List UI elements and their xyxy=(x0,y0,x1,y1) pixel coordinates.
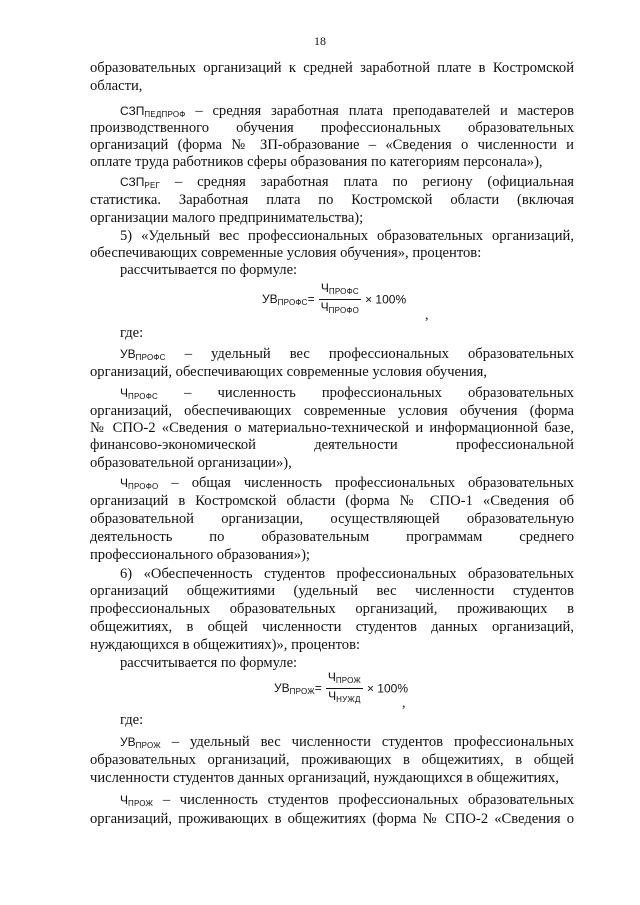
text-line: 6) «Обеспеченность студентов профессиональных образовательных xyxy=(120,566,574,582)
text-line: организаций, проживающих в общежитиях (форма № СПО-2 «Сведения о xyxy=(90,811,574,827)
text-line: образовательных организаций, проживающих в общежитиях, в общей xyxy=(90,752,574,768)
text-line: оплате труда работников сферы образования по категориям персонала»), xyxy=(90,154,543,170)
text-line: обеспечивающих современные условия обучения», процентов: xyxy=(90,245,482,261)
text-line: численности студентов данных организаций, нуждающихся в общежитиях, xyxy=(90,770,559,786)
page-number: 18 xyxy=(314,34,326,48)
definition-szp-reg: $СЗП_{РЕГ}$ – средняя заработная плата по региону (официальная xyxy=(120,174,574,190)
text-line: 5) «Удельный вес профессиональных образовательных организаций, xyxy=(120,228,574,244)
fraction: $\frac{Ч_{ПРОЖ}}{Ч_{НУЖД}}$ xyxy=(327,670,361,704)
definition-ch-profs: $Ч_{ПРОФС}$ – численность профессиональных образовательных xyxy=(120,385,574,401)
text-line: организаций общежитиями (удельный вес численности студентов xyxy=(90,583,574,599)
text-line: рассчитывается по формуле: xyxy=(120,655,298,671)
text-line: образовательной организации»), xyxy=(90,455,292,471)
formula-comma: , xyxy=(402,696,406,711)
text-line: общежитиях, в общей численности студентов данных организаций, xyxy=(90,619,574,635)
text-line: где: xyxy=(120,712,144,728)
symbol: $СЗП_{РЕГ}$ xyxy=(120,175,161,190)
text-line: области, xyxy=(90,78,143,94)
definition-ch-proj: $Ч_{ПРОЖ}$ – численность студентов профессиональных образовательных xyxy=(120,792,574,808)
symbol: $Ч_{ПРОЖ}$ xyxy=(120,793,154,808)
text-line: № СПО-2 «Сведения о материально-технической и информационной базе, xyxy=(90,420,574,436)
symbol: $СЗП_{ПЕДПРОФ}$ xyxy=(120,104,186,119)
symbol: $УВ_{ПРОФС}$ xyxy=(120,347,166,362)
formula-uv-profs: $УВ_{ПРОФС}=$ $\frac{Ч_{ПРОФС}}{Ч_{ПРОФО}}$ × 100% xyxy=(262,281,406,318)
text-line: организации малого предпринимательства); xyxy=(90,210,364,226)
definition-uv-proj: $УВ_{ПРОЖ}$ – удельный вес численности студентов профессиональных xyxy=(120,734,574,750)
text-line: производственного обучения профессиональных образовательных xyxy=(90,120,574,136)
text-line: организаций, обеспечивающих современные условия обучения (форма xyxy=(90,403,574,419)
text-line: рассчитывается по формуле: xyxy=(120,262,298,278)
text-line: образовательных организаций к средней заработной плате в Костромской xyxy=(90,60,574,76)
text-line: деятельность по образовательным программам среднего xyxy=(90,529,574,545)
text-line: где: xyxy=(120,325,144,341)
definition-szp-pedprof: $СЗП_{ПЕДПРОФ}$ – средняя заработная плата преподавателей и мастеров xyxy=(120,103,574,119)
fraction: $\frac{Ч_{ПРОФС}}{Ч_{ПРОФО}}$ xyxy=(320,281,360,315)
symbol: $Ч_{ПРОФО}$ xyxy=(120,476,159,491)
text-line: образовательной организации, осуществляющей образовательную xyxy=(90,511,574,527)
text-line: профессионального образования»); xyxy=(90,547,310,563)
text-line: профессиональных образовательных организаций, проживающих в xyxy=(90,601,574,617)
text-line: нуждающихся в общежитиях)», процентов: xyxy=(90,637,361,653)
text-line: организаций, обеспечивающих современные условия обучения, xyxy=(90,364,488,380)
text-line: организаций (форма № ЗП-образование – «Сведения о численности и xyxy=(90,137,574,153)
definition-ch-profo: $Ч_{ПРОФО}$ – общая численность профессиональных образовательных xyxy=(120,475,574,491)
symbol: $УВ_{ПРОЖ}$ xyxy=(120,735,161,750)
symbol: $Ч_{ПРОФС}$ xyxy=(120,386,158,401)
text-line: финансово-экономической деятельности профессиональной xyxy=(90,437,574,453)
text-line: организаций в Костромской области (форма № СПО-1 «Сведения об xyxy=(90,493,574,509)
formula-uv-proj: $УВ_{ПРОЖ}=$ $\frac{Ч_{ПРОЖ}}{Ч_{НУЖД}}$ × 100% xyxy=(274,670,408,707)
text-line: статистика. Заработная плата по Костромской области (включая xyxy=(90,192,574,208)
definition-uv-profs: $УВ_{ПРОФС}$ – удельный вес профессиональных образовательных xyxy=(120,346,574,362)
formula-comma: , xyxy=(425,308,429,323)
